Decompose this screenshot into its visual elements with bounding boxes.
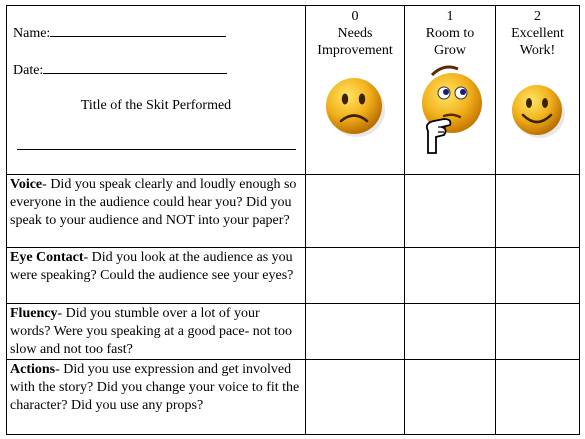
criterion-cell bbox=[7, 304, 306, 360]
criterion-text: - Did you use expression and get involved with the story? Did you change your voice to fit the character? Did you use any props? bbox=[10, 362, 300, 413]
skit-title-label: Title of the Skit Performed bbox=[80, 98, 232, 113]
criterion-text: - Did you look at the audience as you were speaking? Could the audience see your eyes? bbox=[10, 250, 294, 283]
score-label-line1: Room to bbox=[425, 26, 475, 41]
score-1-header bbox=[405, 6, 496, 175]
thinking-face-icon bbox=[414, 61, 486, 157]
criterion-cell bbox=[7, 360, 306, 435]
score-2-header bbox=[496, 6, 580, 175]
score-number: 2 bbox=[534, 9, 541, 24]
criterion-row-fluency bbox=[7, 304, 580, 360]
date-field bbox=[13, 63, 227, 79]
score-label-line2: Grow bbox=[434, 43, 466, 58]
score-2-cell[interactable] bbox=[496, 304, 580, 360]
score-0-cell[interactable] bbox=[306, 360, 405, 435]
score-2-cell[interactable] bbox=[496, 360, 580, 435]
score-1-cell[interactable] bbox=[405, 360, 496, 435]
criterion-row-voice bbox=[7, 175, 580, 248]
smiling-face-icon bbox=[510, 83, 566, 139]
score-label-line1: Needs bbox=[337, 26, 373, 41]
score-label-line1: Excellent bbox=[511, 26, 564, 41]
header-row bbox=[7, 6, 580, 175]
score-1-cell[interactable] bbox=[405, 175, 496, 248]
criterion-text: - Did you speak clearly and loudly enough so everyone in the audience could hear you? Did you speak to your audience and NOT into your paper? bbox=[10, 177, 297, 228]
skit-title-blank-line[interactable] bbox=[17, 149, 296, 150]
criterion-row-actions bbox=[7, 360, 580, 435]
student-info-cell bbox=[7, 6, 306, 175]
criterion-text: - Did you stumble over a lot of your words? Were you speaking at a good pace- not too slow and not too fast? bbox=[10, 306, 293, 357]
score-0-cell[interactable] bbox=[306, 304, 405, 360]
criterion-title: Fluency bbox=[10, 306, 58, 321]
name-label: Name: bbox=[13, 26, 51, 41]
skit-rubric-table bbox=[6, 5, 580, 435]
score-1-cell[interactable] bbox=[405, 304, 496, 360]
date-label: Date: bbox=[13, 63, 44, 78]
criterion-title: Voice bbox=[10, 177, 43, 192]
name-blank-line[interactable] bbox=[50, 36, 226, 37]
sad-face-icon bbox=[324, 76, 386, 138]
score-0-header bbox=[306, 6, 405, 175]
score-2-cell[interactable] bbox=[496, 248, 580, 304]
criterion-row-eye-contact bbox=[7, 248, 580, 304]
score-label-line2: Improvement bbox=[317, 43, 393, 58]
date-blank-line[interactable] bbox=[43, 73, 227, 74]
score-0-cell[interactable] bbox=[306, 248, 405, 304]
score-0-cell[interactable] bbox=[306, 175, 405, 248]
score-label-line2: Work! bbox=[519, 43, 556, 58]
criterion-title: Actions bbox=[10, 362, 56, 377]
criterion-cell bbox=[7, 175, 306, 248]
criterion-title: Eye Contact bbox=[10, 250, 84, 265]
score-number: 0 bbox=[351, 9, 359, 24]
score-1-cell[interactable] bbox=[405, 248, 496, 304]
score-number: 1 bbox=[446, 9, 454, 24]
criterion-cell bbox=[7, 248, 306, 304]
name-field bbox=[13, 26, 226, 42]
score-2-cell[interactable] bbox=[496, 175, 580, 248]
